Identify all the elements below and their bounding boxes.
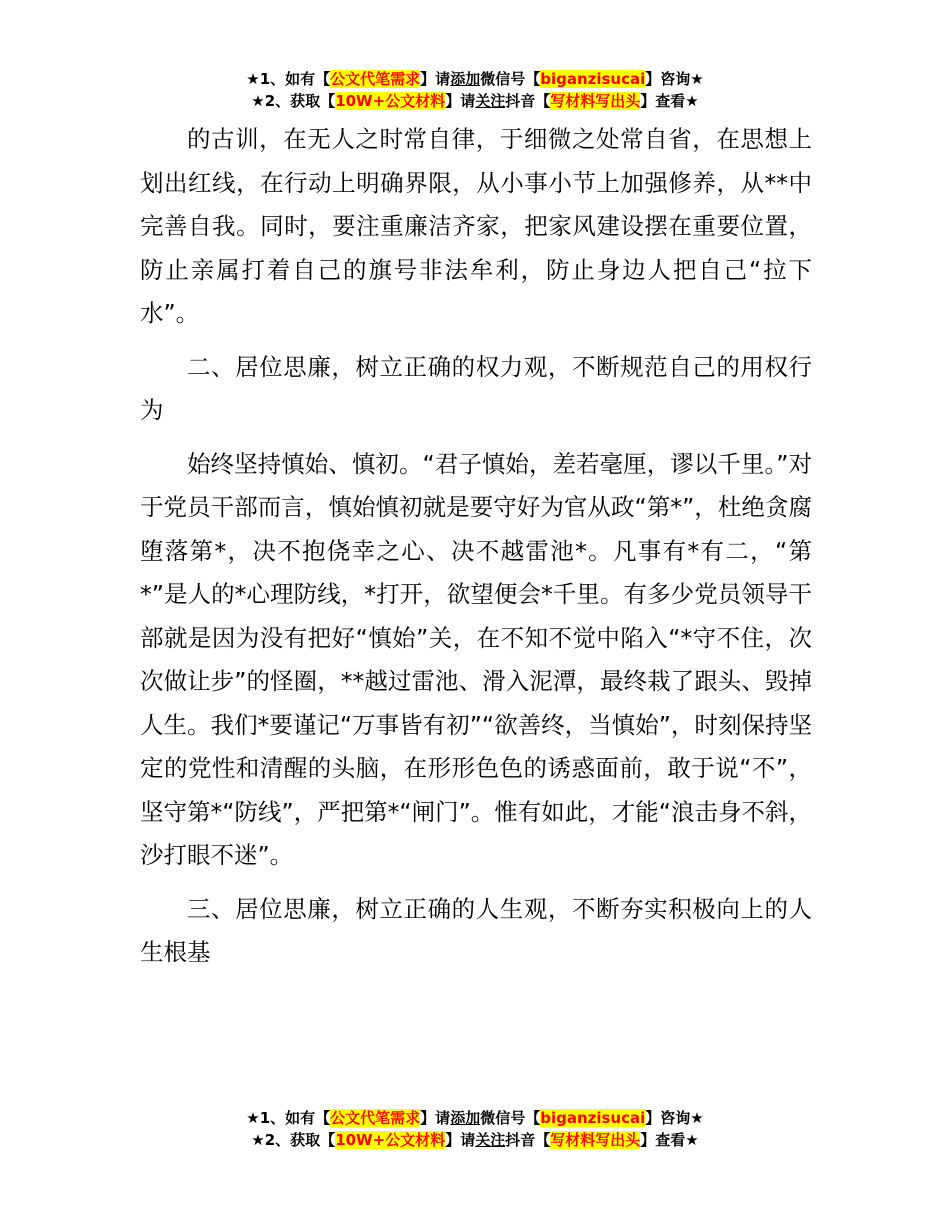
banner-text: 】查看★ [640,92,699,110]
underlined-follow: 关注 [475,92,506,110]
footer-banner-line-1 [0,1107,950,1129]
highlight-douyin-account: 写材料写出头 [550,92,641,110]
banner-text: 抖音【 [505,92,551,110]
banner-text: 微信号【 [480,70,541,88]
highlight-ghostwriting: 公文代笔需求 [330,70,421,88]
banner-text: 微信号【 [480,1109,541,1127]
banner-text: 】咨询★ [645,70,704,88]
highlight-douyin-account: 写材料写出头 [550,1131,641,1149]
underlined-add: 添加 [450,1109,481,1127]
paragraph-2: 始终坚持慎始、慎初。“君子慎始，差若毫厘，谬以千里。”对于党员干部而言，慎始慎初就是要守好为官从政“第*”，杜绝贪腐堕落第*，决不抱侥幸之心、决不越雷池*。凡事有*有二，“第*”是人的*心理防线，*打开，欲望便会*千里。有多少党员领导干部就是因为没有把好“慎始”关，在不知不觉中陷入“*守不住，次次做让步”的怪圈，**越过雷池、滑入泥潭，最终栽了跟头、毁掉人生。我们*要谨记“万事皆有初”“欲善终，当慎始”，时刻保持坚定的党性和清醒的头脑，在形形色色的诱惑面前，敢于说“不”，坚守第*“防线”，严把第*“闸门”。惟有如此，才能“浪击身不斜，沙打眼不迷”。 [140,449,812,869]
header-banner [0,68,950,112]
banner-text: 】请 [420,70,451,88]
paragraph-1: 的古训，在无人之时常自律，于细微之处常自省，在思想上划出红线，在行动上明确界限，从小事小节上加强修养，从**中完善自我。同时，要注重廉洁齐家，把家风建设摆在重要位置，防止亲属打着自己的旗号非法牟利，防止身边人把自己“拉下水”。 [140,125,812,327]
header-banner-line-2 [0,90,950,112]
highlight-wechat-id: biganzisucai [540,1109,646,1127]
underlined-follow: 关注 [475,1131,506,1149]
banner-text: 】咨询★ [645,1109,704,1127]
document-body [140,118,812,985]
underlined-add: 添加 [450,70,481,88]
highlight-ghostwriting: 公文代笔需求 [330,1109,421,1127]
banner-text: 】请 [445,1131,476,1149]
highlight-materials: 10W+公文材料 [335,92,446,110]
header-banner-line-1 [0,68,950,90]
banner-text: ★2、获取【 [251,92,336,110]
banner-text: 】查看★ [640,1131,699,1149]
banner-text: 】请 [445,92,476,110]
footer-banner [0,1107,950,1151]
highlight-materials: 10W+公文材料 [335,1131,446,1149]
banner-text: ★2、获取【 [251,1131,336,1149]
banner-text: ★1、如有【 [246,70,331,88]
footer-banner-line-2 [0,1129,950,1151]
highlight-wechat-id: biganzisucai [540,70,646,88]
banner-text: 】请 [420,1109,451,1127]
section-heading-2: 二、居位思廉，树立正确的权力观，不断规范自己的用权行为 [140,352,812,424]
banner-text: 抖音【 [505,1131,551,1149]
section-heading-3: 三、居位思廉，树立正确的人生观，不断夯实积极向上的人生根基 [140,894,812,966]
banner-text: ★1、如有【 [246,1109,331,1127]
